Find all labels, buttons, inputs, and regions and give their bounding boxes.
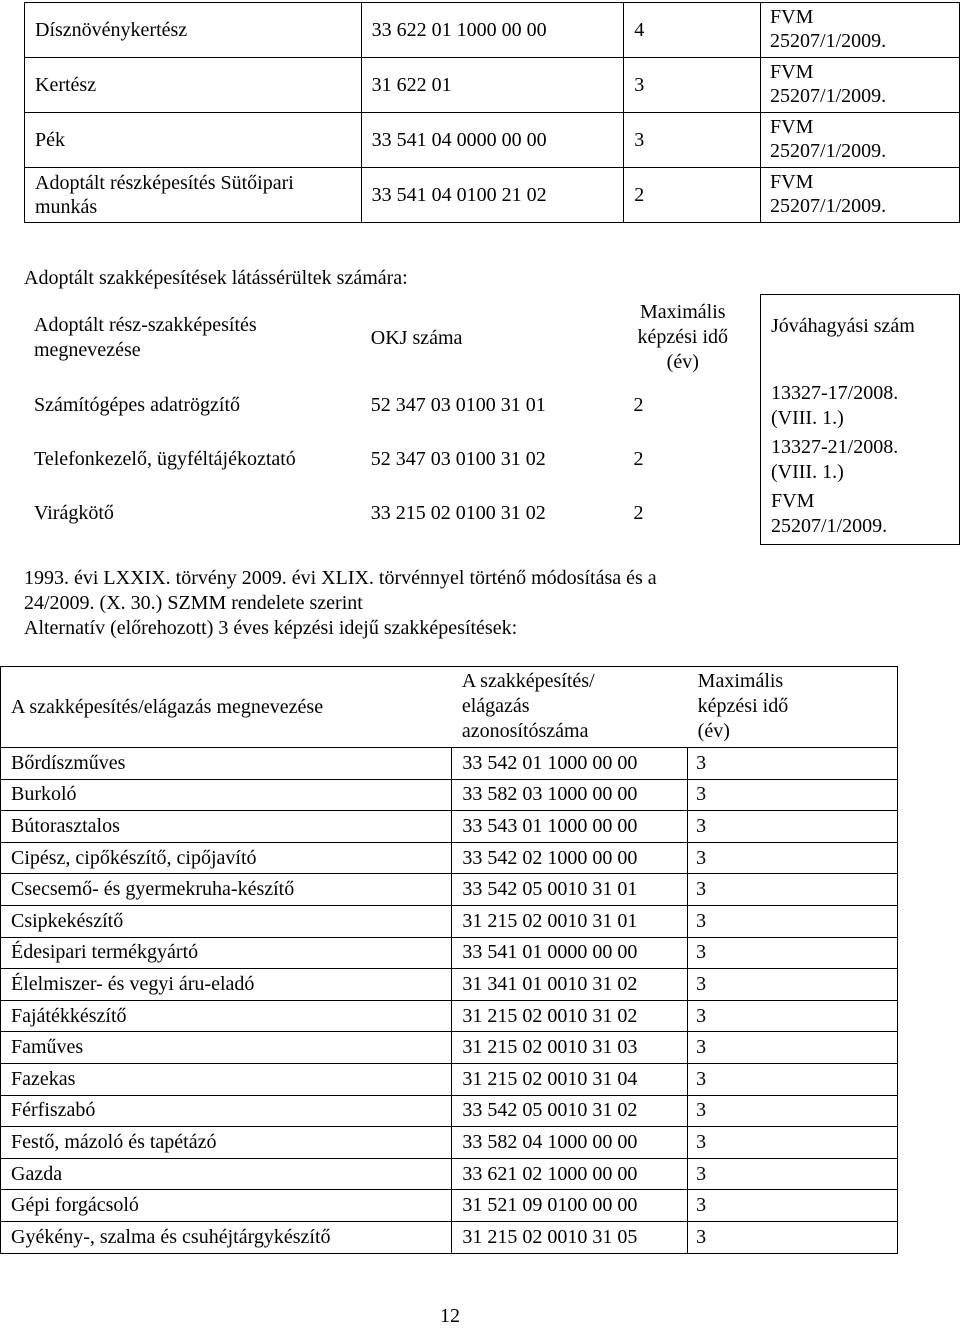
cell-name: Fajátékkészítő [1,1000,452,1032]
paragraph-line-2: 24/2009. (X. 30.) SZMM rendelete szerint [24,592,363,614]
cell-code: 33 542 02 1000 00 00 [452,842,688,874]
cell-years: 3 [688,937,898,969]
cell-years: 3 [688,842,898,874]
table-row [1,937,898,969]
cell-years: 3 [688,779,898,811]
cell-approval: FVM 25207/1/2009. [761,3,960,58]
cell-approval: FVM 25207/1/2009. [761,58,960,113]
cell-code: 33 542 05 0010 31 02 [452,1095,688,1127]
cell-code: 33 542 05 0010 31 01 [452,874,688,906]
page-number: 12 [440,1305,460,1327]
cell-approval: 13327-21/2008. (VIII. 1.) [761,435,960,489]
header-code: OKJ száma [370,326,463,349]
table-row [25,113,960,168]
cell-name: Élelmiszer- és vegyi áru-eladó [1,969,452,1001]
table-header-row [24,295,960,381]
table-header-row [1,667,898,748]
adapted-table-body [24,381,960,545]
top-table-body [25,3,960,223]
cell-name: Adoptált részképesítés Sütőipari munkás [25,168,362,223]
cell-years: 2 [633,447,644,470]
cell-years: 3 [688,969,898,1001]
cell-name: Telefonkezelő, ügyféltájékoztató [34,447,296,470]
top-qualification-table [24,2,960,223]
cell-years: 3 [688,748,898,780]
cell-name: Bőrdíszműves [1,748,452,780]
alternative-table-body [1,748,898,1254]
cell-years: 3 [688,905,898,937]
cell-code: 31 215 02 0010 31 02 [452,1000,688,1032]
table-row [1,1095,898,1127]
cell-years: 3 [624,58,761,113]
cell-name: Virágkötő [34,501,114,524]
cell-name: Férfiszabó [1,1095,452,1127]
table-row [1,748,898,780]
cell-code: 33 582 03 1000 00 00 [452,779,688,811]
alternative-qualification-table [0,666,898,1254]
cell-years: 2 [624,168,761,223]
cell-name: Pék [25,113,362,168]
cell-code: 31 215 02 0010 31 05 [452,1221,688,1253]
cell-code: 31 341 01 0010 31 02 [452,969,688,1001]
cell-name: Festő, mázoló és tapétázó [1,1127,452,1159]
table-row [1,779,898,811]
cell-name: Gyékény-, szalma és csuhéjtárgykészítő [1,1221,452,1253]
cell-approval: FVM 25207/1/2009. [761,168,960,223]
table-row [1,1063,898,1095]
section-title: Adoptált szakképesítések látássérültek számára: [24,267,408,289]
table-row [1,1158,898,1190]
cell-code: 33 541 04 0100 21 02 [361,168,624,223]
header-name: Adoptált rész-szakképesítés megnevezése [34,313,257,361]
legal-paragraph [24,566,944,641]
cell-approval: 13327-17/2008. (VIII. 1.) [761,381,960,435]
header-years: Maximális képzési idő (év) [697,670,789,742]
cell-code: 31 215 02 0010 31 04 [452,1063,688,1095]
cell-years: 4 [624,3,761,58]
cell-code: 31 215 02 0010 31 01 [452,905,688,937]
table-row [1,1127,898,1159]
cell-code: 33 622 01 1000 00 00 [361,3,624,58]
cell-name: Kertész [25,58,362,113]
table-row [24,435,960,489]
cell-years: 3 [688,1032,898,1064]
cell-name: Számítógépes adatrögzítő [34,393,241,416]
cell-years: 3 [688,1095,898,1127]
cell-years: 3 [688,1158,898,1190]
table-row [1,842,898,874]
cell-name: Faműves [1,1032,452,1064]
cell-code: 33 215 02 0100 31 02 [370,501,546,524]
cell-approval: FVM 25207/1/2009. [761,489,960,545]
cell-years: 3 [688,1221,898,1253]
header-code: A szakképesítés/ elágazás azonosítószáma [461,670,595,742]
cell-code: 52 347 03 0100 31 01 [370,393,546,416]
header-name: A szakképesítés/elágazás megnevezése [1,667,452,748]
table-row [25,3,960,58]
table-row [1,811,898,843]
table-row [1,1000,898,1032]
table-row [1,1032,898,1064]
table-row [1,1221,898,1253]
cell-name: Burkoló [1,779,452,811]
table-row [24,381,960,435]
cell-name: Csecsemő- és gyermekruha-készítő [1,874,452,906]
cell-name: Cipész, cipőkészítő, cipőjavító [1,842,452,874]
cell-code: 33 543 01 1000 00 00 [452,811,688,843]
paragraph-line-3: Alternatív (előrehozott) 3 éves képzési idejű szakképesítések: [24,617,518,639]
cell-years: 2 [633,501,644,524]
paragraph-line-1: 1993. évi LXXIX. törvény 2009. évi XLIX. törvénnyel történő módosítása és a [24,567,657,589]
cell-code: 33 582 04 1000 00 00 [452,1127,688,1159]
cell-years: 2 [633,393,644,416]
table-row [1,1190,898,1222]
table-row [24,489,960,545]
cell-code: 31 521 09 0100 00 00 [452,1190,688,1222]
header-approval: Jóváhagyási szám [761,295,960,381]
adapted-qualification-table [24,294,960,545]
cell-years: 3 [688,1000,898,1032]
cell-name: Csipkekészítő [1,905,452,937]
cell-name: Gazda [1,1158,452,1190]
cell-years: 3 [688,1127,898,1159]
cell-code: 31 622 01 [361,58,624,113]
header-years: Maximális képzési idő (év) [637,300,729,373]
cell-name: Gépi forgácsoló [1,1190,452,1222]
cell-code: 33 541 01 0000 00 00 [452,937,688,969]
table-row [1,874,898,906]
table-row [1,905,898,937]
cell-years: 3 [688,1063,898,1095]
cell-years: 3 [688,874,898,906]
table-row [1,969,898,1001]
cell-code: 33 621 02 1000 00 00 [452,1158,688,1190]
cell-years: 3 [688,1190,898,1222]
cell-code: 33 541 04 0000 00 00 [361,113,624,168]
cell-code: 52 347 03 0100 31 02 [370,447,546,470]
cell-name: Fazekas [1,1063,452,1095]
cell-name: Bútorasztalos [1,811,452,843]
cell-approval: FVM 25207/1/2009. [761,113,960,168]
cell-name: Dísznövénykertész [25,3,362,58]
cell-years: 3 [624,113,761,168]
cell-code: 31 215 02 0010 31 03 [452,1032,688,1064]
cell-code: 33 542 01 1000 00 00 [452,748,688,780]
cell-years: 3 [688,811,898,843]
table-row [25,168,960,223]
table-row [25,58,960,113]
cell-name: Édesipari termékgyártó [1,937,452,969]
